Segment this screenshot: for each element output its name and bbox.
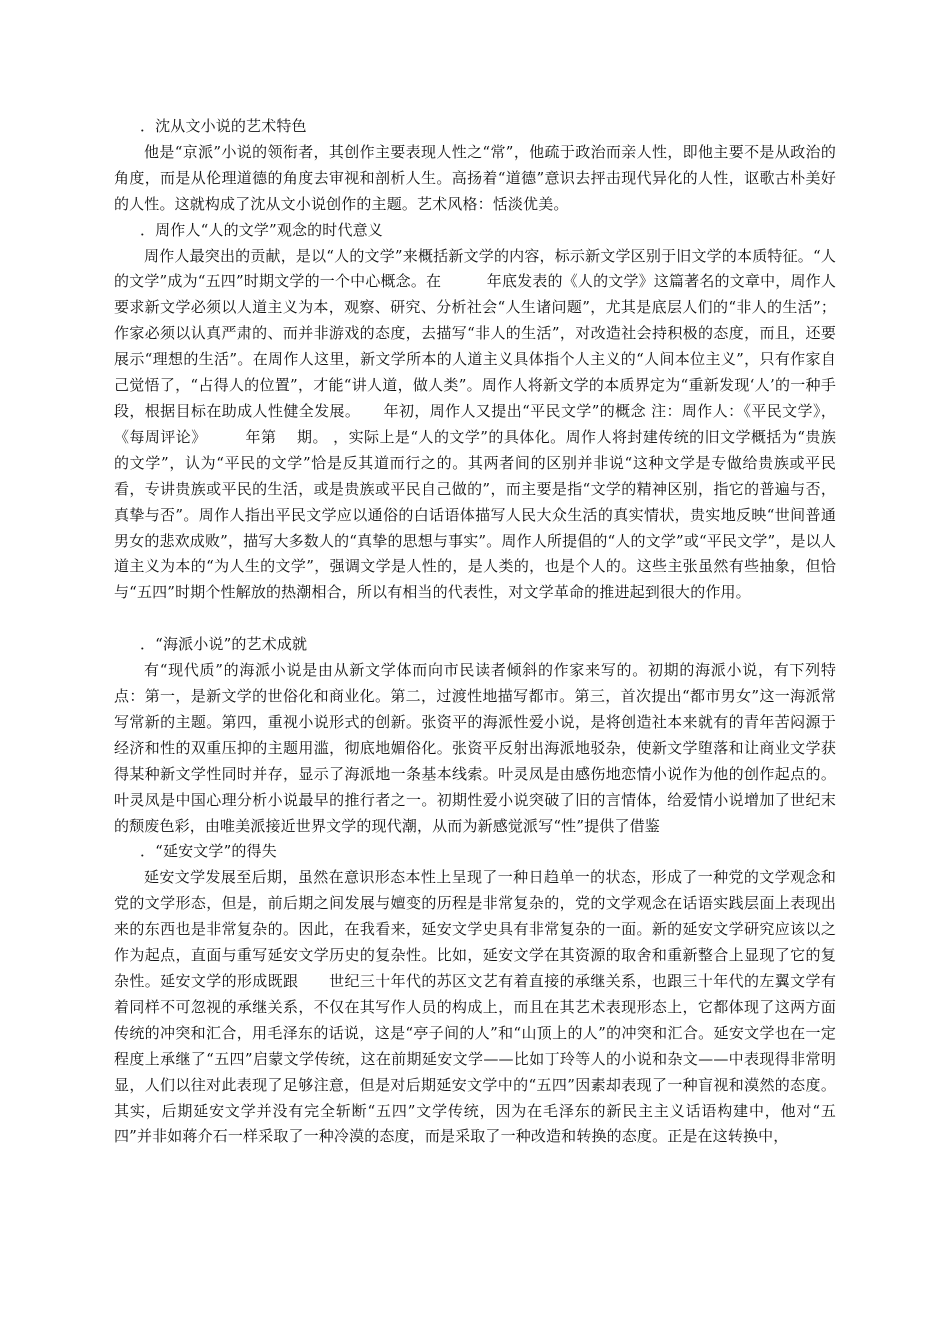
section-paragraph: 周作人最突出的贡献，是以“人的文学”来概括新文学的内容，标示新文学区别于旧文学的本质特征。“人的文学”成为“五四”时期文学的一个中心概念。在 年底发表的《人的文学》这篇著名的文章中，周作人要求新文学必须以人道主义为本，观察、研究、分析社会“人生诸问题”，尤其是底层人们的“非人的生活”；作家必须以认真严肃的、而并非游戏的态度，去描写“非人的生活”，对改造社会持积极的态度，而且，还要展示“理想的生活”。在周作人这里，新文学所本的人道主义具体指个人主义的“人间本位主义”，只有作家自己觉悟了，“占得人的位置”，才能“讲人道，做人类”。周作人将新文学的本质界定为“重新发现‘人’的一种手段，根据目标在助成人性健全发展。 年初，周作人又提出“平民文学”的概念 注：周作人：《平民文学》，《每周评论》 年第 期。 ，实际上是“人的文学”的具体化。周作人将封建传统的旧文学概括为“贵族的文学”，认为“平民的文学”恰是反其道而行之的。其两者间的区别并非说“这种文学是专做给贵族或平民看，专讲贵族或平民的生活，或是贵族或平民自己做的”，而主要是指“文学的精神区别，指它的普遍与否，真挚与否”。周作人指出平民文学应以通俗的白话语体描写人民大众生活的真实情状，贵实地反映“世间普通男女的悲欢成败”，描写大多数人的“真挚的思想与事实”。周作人所提倡的“人的文学”或“平民文学”，是以人道主义为本的“为人生的文学”，强调文学是人性的，是人类的，也是个人的。这些主张虽然有些抽象，但恰与“五四”时期个性解放的热潮相合，所以有相当的代表性，对文学革命的推进起到很大的作用。 — [114, 246, 836, 602]
section-heading: ．沈从文小说的艺术特色 — [140, 117, 307, 135]
section-paragraph: 他是“京派”小说的领衔者，其创作主要表现人性之“常”，他疏于政治而亲人性，即他主要不是从政治的角度，而是从伦理道德的角度去审视和剖析人生。高扬着“道德”意识去抨击现代异化的人性，讴歌古朴美好的人性。这就构成了沈从文小说创作的主题。艺术风格：恬淡优美。 — [114, 142, 836, 213]
section-shen-congwen — [114, 114, 836, 218]
document-page — [114, 114, 836, 1150]
section-yanan-literature — [114, 839, 836, 1150]
section-paragraph: 延安文学发展至后期，虽然在意识形态本性上呈现了一种日趋单一的状态，形成了一种党的文学观念和党的文学形态，但是，前后期之间发展与嬗变的历程是非常复杂的，党的文学观念在话语实践层面上表现出来的东西也是非常复杂的。因此，在我看来，延安文学史具有非常复杂的一面。新的延安文学研究应该以之作为起点，直面与重写延安文学历史的复杂性。比如，延安文学在其资源的取舍和重新整合上显现了它的复杂性。延安文学的形成既跟 世纪三十年代的苏区文艺有着直接的承继关系，也跟三十年代的左翼文学有着同样不可忽视的承继关系，不仅在其写作人员的构成上，而且在其艺术表现形态上，它都体现了这两方面传统的冲突和汇合，用毛泽东的话说，这是“亭子间的人”和“山顶上的人”的冲突和汇合。延安文学也在一定程度上承继了“五四”启蒙文学传统，这在前期延安文学——比如丁玲等人的小说和杂文——中表现得非常明显，人们以往对此表现了足够注意，但是对后期延安文学中的“五四”因素却表现了一种盲视和漠然的态度。其实，后期延安文学并没有完全斩断“五四”文学传统，因为在毛泽东的新民主主义话语构建中，他对“五四”并非如蒋介石一样采取了一种冷漠的态度，而是采取了一种改造和转换的态度。正是在这转换中， — [114, 868, 836, 1146]
section-haipai-fiction — [114, 632, 836, 839]
section-zhou-zuoren — [114, 218, 836, 607]
section-heading: ．“延安文学”的得失 — [140, 842, 277, 861]
section-paragraph: 有“现代质”的海派小说是由从新文学体而向市民读者倾斜的作家来写的。初期的海派小说，有下列特点：第一，是新文学的世俗化和商业化。第二，过渡性地描写都市。第三，首次提出“都市男女”这一海派常写常新的主题。第四，重视小说形式的创新。张资平的海派性爱小说，是将创造社本来就有的青年苦闷源于经济和性的双重压抑的主题用滥，彻底地媚俗化。张资平反射出海派地驳杂，使新文学堕落和让商业文学获得某种新文学性同时并存，显示了海派地一条基本线索。叶灵凤是由感伤地恋情小说作为他的创作起点的。叶灵凤是中国心理分析小说最早的推行者之一。初期性爱小说突破了旧的言情体，给爱情小说增加了世纪末的颓废色彩，由唯美派接近世界文学的现代潮，从而为新感觉派写“性”提供了借鉴 — [114, 661, 836, 835]
section-heading: ．周作人“人的文学”观念的时代意义 — [140, 220, 383, 239]
blank-line — [114, 606, 836, 632]
section-heading: ．“海派小说”的艺术成就 — [140, 635, 308, 654]
